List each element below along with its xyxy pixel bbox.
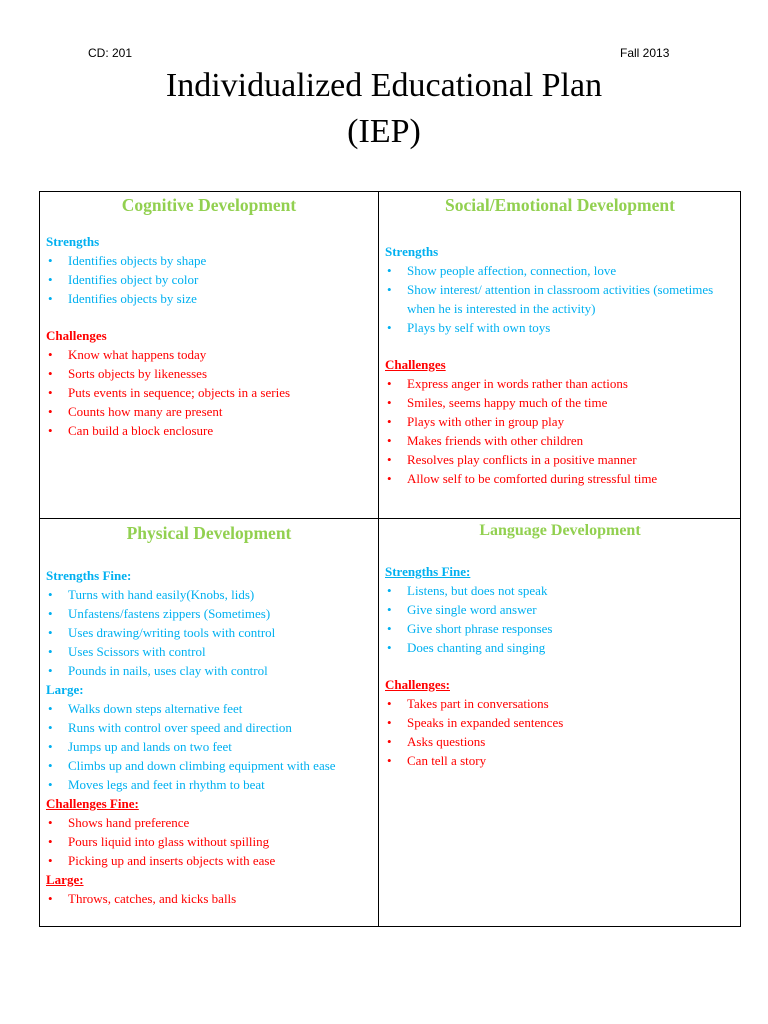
course-code: CD: 201 (88, 46, 133, 60)
cognitive-challenges-label: Challenges (46, 328, 107, 343)
table-border-left (39, 191, 40, 927)
language-cell (385, 520, 735, 770)
list-item: • Does chanting and singing (385, 638, 735, 657)
cognitive-strengths-label: Strengths (46, 234, 100, 249)
language-heading: Language Development (479, 522, 641, 539)
language-challenges-label: Challenges: (385, 677, 450, 692)
social-challenges-label: Challenges (385, 357, 446, 372)
list-item: • Can tell a story (385, 751, 735, 770)
list-item: • Listens, but does not speak (385, 581, 735, 600)
physical-strengths-fine-label: Strengths Fine: (46, 568, 132, 583)
list-item: • Smiles, seems happy much of the time (385, 393, 735, 412)
physical-challenges-large-label: Large: (46, 872, 84, 887)
social-challenges-list (385, 374, 735, 488)
list-item: • Turns with hand easily(Knobs, lids) (46, 585, 372, 604)
term: Fall 2013 (620, 46, 670, 60)
list-item: • Takes part in conversations (385, 694, 735, 713)
list-item: • Jumps up and lands on two feet (46, 737, 372, 756)
list-item: • Moves legs and feet in rhythm to beat (46, 775, 372, 794)
list-item: • Allow self to be comforted during stressful time (385, 469, 735, 488)
physical-strengths-large-list (46, 699, 372, 794)
physical-challenges-fine-list (46, 813, 372, 870)
social-strengths-label: Strengths (385, 244, 439, 259)
language-challenges-list (385, 694, 735, 770)
list-item: • Identifies object by color (46, 270, 372, 289)
list-item: • Climbs up and down climbing equipment with ease (46, 756, 372, 775)
cognitive-cell (46, 194, 372, 440)
list-item: • Pours liquid into glass without spilling (46, 832, 372, 851)
language-strengths-label: Strengths Fine: (385, 564, 471, 579)
social-strengths-list (385, 261, 735, 337)
list-item: • Give single word answer (385, 600, 735, 619)
social-cell (385, 194, 735, 488)
list-item: • Speaks in expanded sentences (385, 713, 735, 732)
list-item: • Plays by self with own toys (385, 318, 735, 337)
physical-heading: Physical Development (126, 523, 292, 543)
list-item: • Puts events in sequence; objects in a series (46, 383, 372, 402)
list-item: • Show people affection, connection, love (385, 261, 735, 280)
physical-challenges-fine-label: Challenges Fine: (46, 796, 139, 811)
list-item: • Uses Scissors with control (46, 642, 372, 661)
list-item: • Identifies objects by size (46, 289, 372, 308)
cognitive-challenges-list (46, 345, 372, 440)
list-item: • Uses drawing/writing tools with control (46, 623, 372, 642)
page-subtitle: (IEP) (347, 113, 421, 150)
language-strengths-list (385, 581, 735, 657)
list-item: • Counts how many are present (46, 402, 372, 421)
list-item: • Shows hand preference (46, 813, 372, 832)
list-item: • Give short phrase responses (385, 619, 735, 638)
table-border-bottom (39, 926, 741, 927)
list-item: • Makes friends with other children (385, 431, 735, 450)
list-item: • Sorts objects by likenesses (46, 364, 372, 383)
physical-strengths-fine-list (46, 585, 372, 680)
list-item: • Resolves play conflicts in a positive manner (385, 450, 735, 469)
physical-strengths-large-label: Large: (46, 682, 84, 697)
list-item: • Know what happens today (46, 345, 372, 364)
list-item: • Pounds in nails, uses clay with control (46, 661, 372, 680)
page-title: Individualized Educational Plan (165, 67, 603, 104)
list-item: • Can build a block enclosure (46, 421, 372, 440)
physical-cell (46, 522, 372, 908)
cognitive-heading: Cognitive Development (121, 195, 297, 215)
table-border-center (378, 191, 379, 927)
list-item: • Walks down steps alternative feet (46, 699, 372, 718)
list-item: • Plays with other in group play (385, 412, 735, 431)
table-border-top (39, 191, 741, 192)
list-item: • Asks questions (385, 732, 735, 751)
list-item: • Picking up and inserts objects with ease (46, 851, 372, 870)
physical-challenges-large-list (46, 889, 372, 908)
list-item: • Runs with control over speed and direction (46, 718, 372, 737)
table-border-right (740, 191, 741, 927)
list-item: • Throws, catches, and kicks balls (46, 889, 372, 908)
table-border-middle (39, 518, 741, 519)
social-heading: Social/Emotional Development (445, 195, 675, 215)
list-item: • Unfastens/fastens zippers (Sometimes) (46, 604, 372, 623)
list-item: • Express anger in words rather than actions (385, 374, 735, 393)
cognitive-strengths-list (46, 251, 372, 308)
list-item: • Identifies objects by shape (46, 251, 372, 270)
list-item: • Show interest/ attention in classroom activities (sometimes when he is interested in the activity) (385, 280, 735, 318)
